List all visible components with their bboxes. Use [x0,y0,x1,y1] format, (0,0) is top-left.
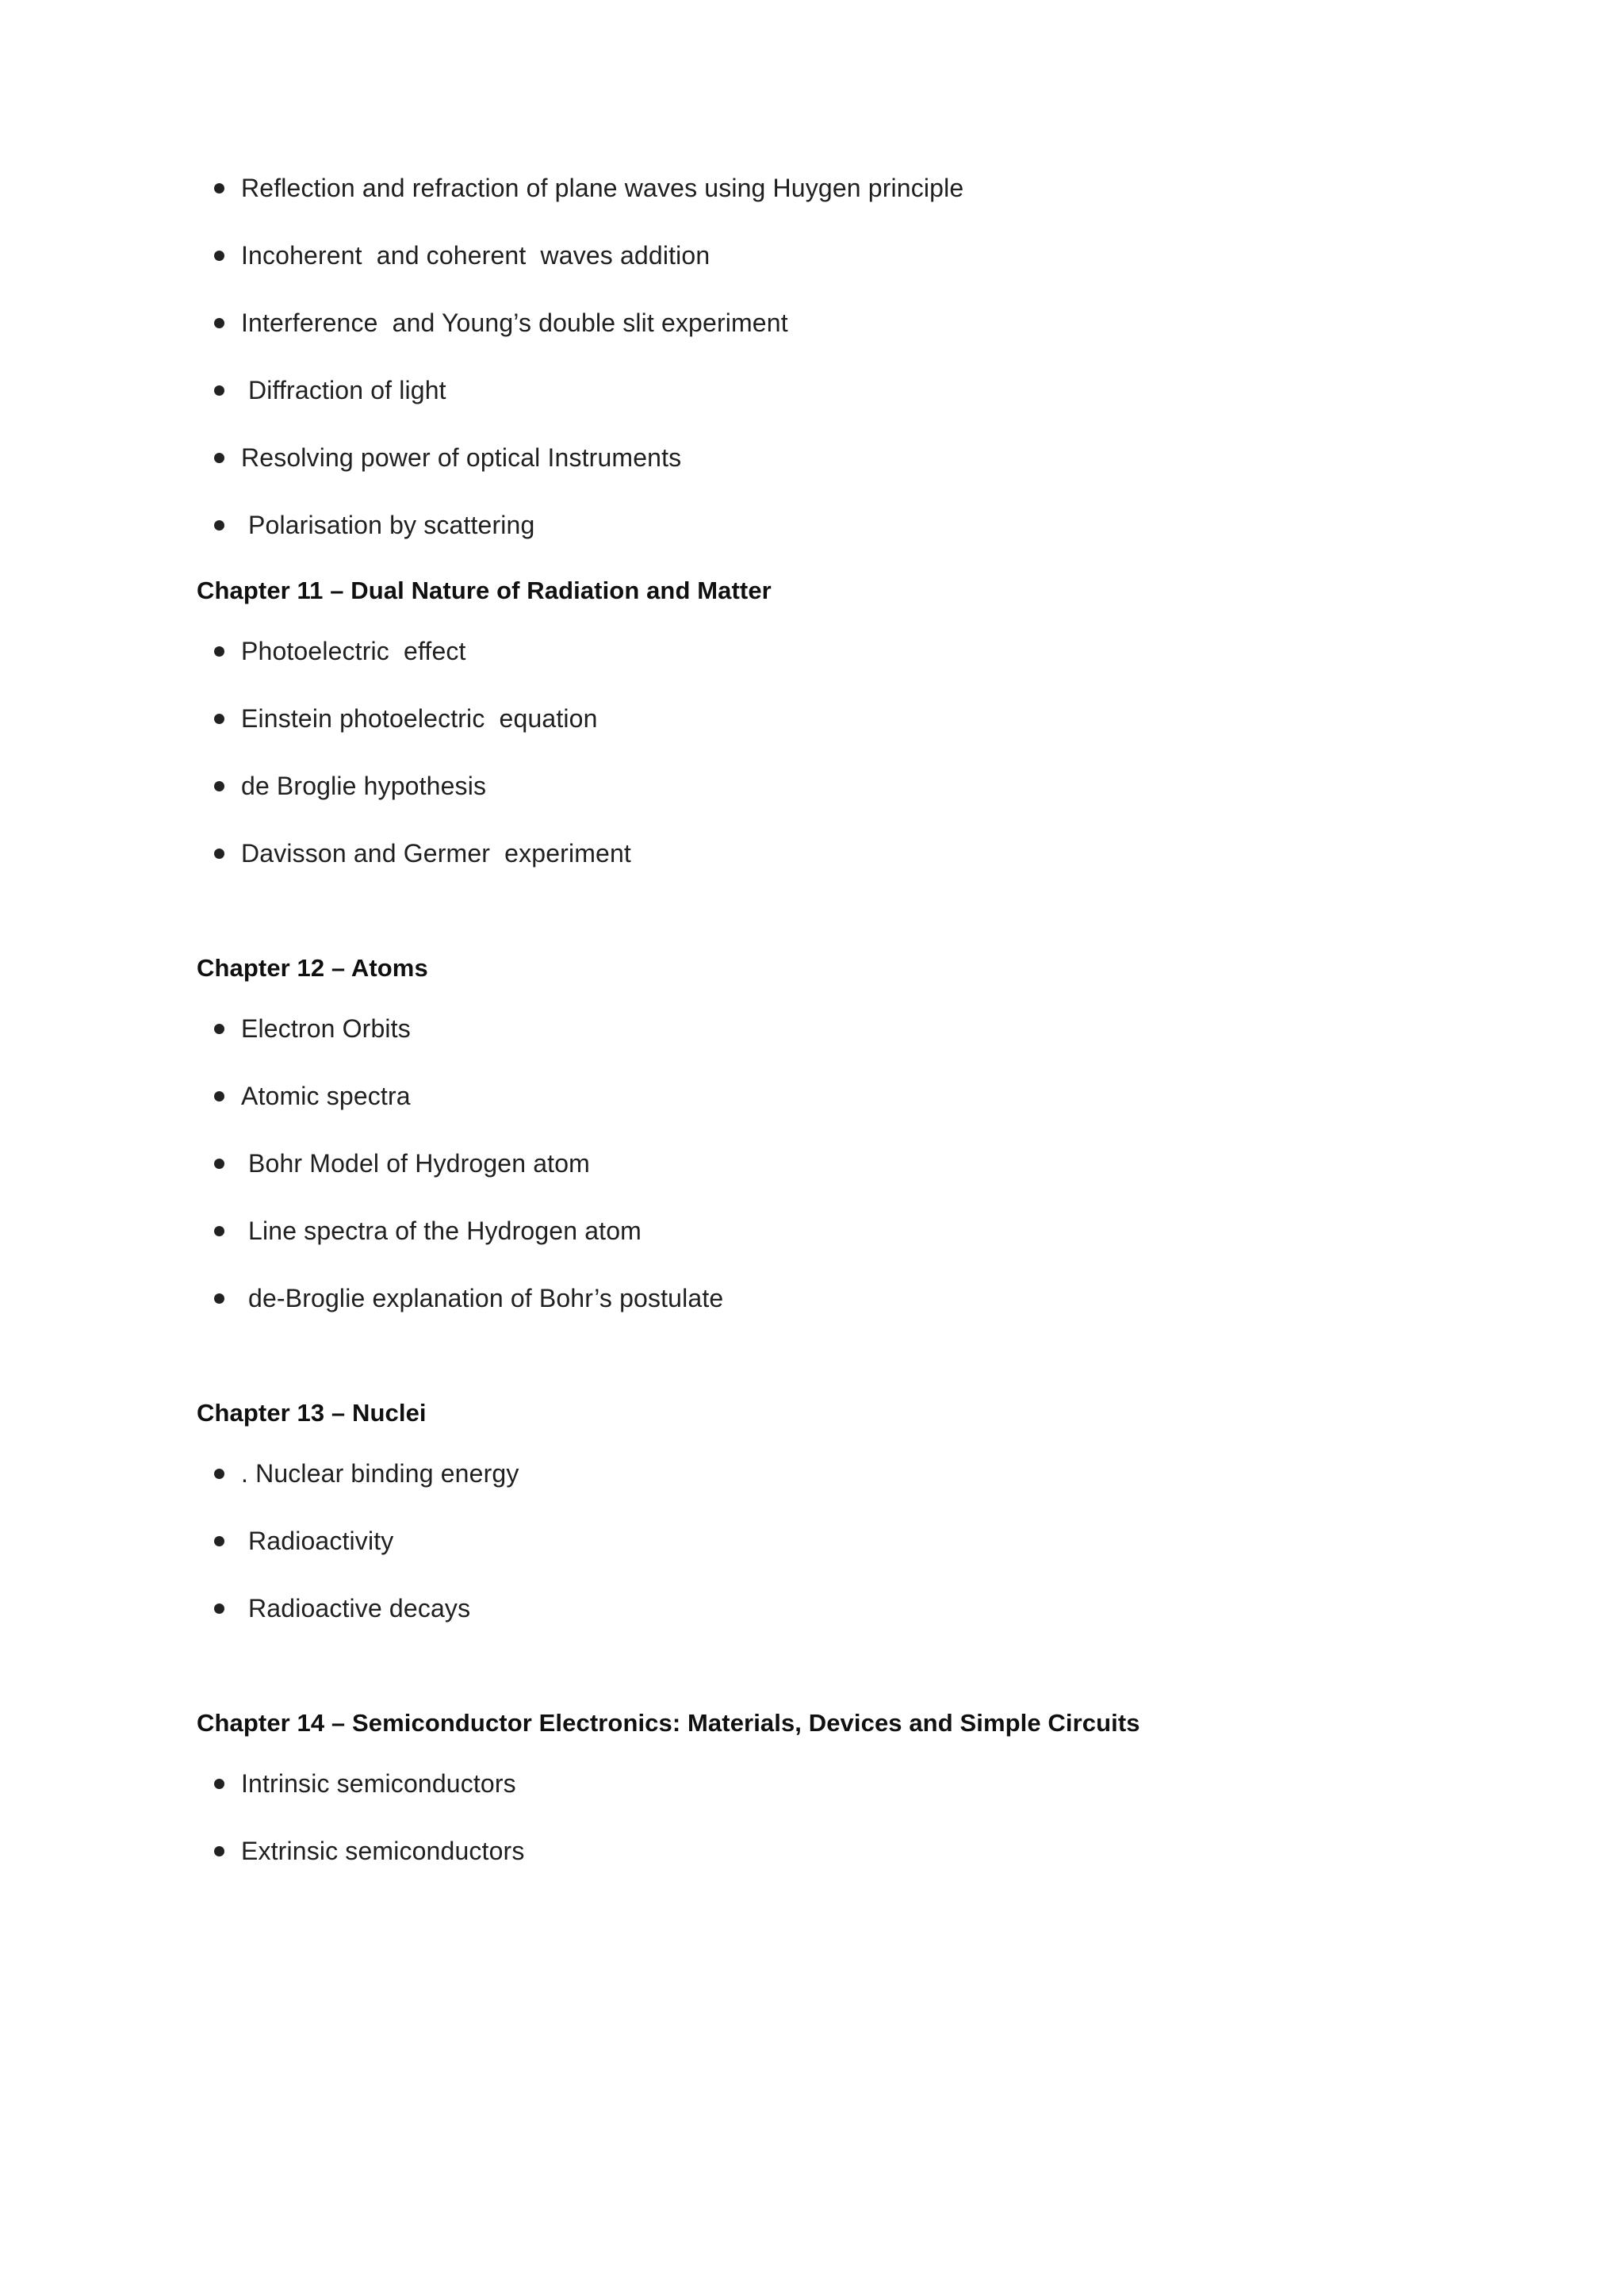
list-item [197,303,1426,343]
chapter-heading: Chapter 14 – Semiconductor Electronics: Materials, Devices and Simple Circuits [197,1709,1140,1737]
list-item-label: Photoelectric effect [241,637,466,665]
chapter-group-11 [197,573,1426,873]
bullet-dot-icon [197,1009,241,1048]
chapter-heading: Chapter 11 – Dual Nature of Radiation and Matter [197,577,772,604]
list-item [197,438,1426,477]
chapter-heading: Chapter 12 – Atoms [197,954,428,982]
list-item-label: Radioactivity [241,1527,394,1555]
bullet-dot-icon [197,505,241,545]
list-item-label: Line spectra of the Hydrogen atom [241,1216,642,1245]
bullet-dot-icon [197,699,241,738]
section-spacer [197,901,1426,950]
bullet-dot-icon [197,1588,241,1628]
bullet-dot-icon [197,168,241,208]
list-item-label: Reflection and refraction of plane waves using Huygen principle [241,174,964,202]
list-item-label: Atomic spectra [241,1082,411,1110]
list-item [197,236,1426,275]
list-item-label: . Nuclear binding energy [241,1459,519,1488]
list-item [197,505,1426,545]
bullet-dot-icon [197,1831,241,1871]
list-item-label: Polarisation by scattering [241,511,535,539]
topic-list [197,1764,1426,1871]
section-spacer [197,1346,1426,1395]
bullet-dot-icon [197,236,241,275]
topic-list [197,1454,1426,1628]
list-item [197,168,1426,208]
list-item-label: Incoherent and coherent waves addition [241,241,710,270]
list-item-label: Bohr Model of Hydrogen atom [241,1149,590,1178]
bullet-dot-icon [197,631,241,671]
list-item [197,1144,1426,1183]
bullet-dot-icon [197,1278,241,1318]
list-item [197,1521,1426,1561]
list-item-label: Radioactive decays [241,1594,471,1623]
bullet-dot-icon [197,370,241,410]
list-item-label: Extrinsic semiconductors [241,1837,525,1865]
list-item [197,833,1426,873]
list-item-label: Davisson and Germer experiment [241,839,631,868]
list-item [197,1009,1426,1048]
list-item [197,699,1426,738]
bullet-dot-icon [197,1764,241,1803]
bullet-dot-icon [197,1211,241,1251]
list-item [197,1211,1426,1251]
list-item-label: Einstein photoelectric equation [241,704,598,733]
bullet-dot-icon [197,1521,241,1561]
bullet-dot-icon [197,1144,241,1183]
section-spacer [197,1656,1426,1705]
list-item-label: Electron Orbits [241,1014,411,1043]
list-item [197,1831,1426,1871]
list-item [197,370,1426,410]
chapter-group-12 [197,950,1426,1318]
list-item-label: de-Broglie explanation of Bohr’s postulate [241,1284,724,1312]
chapter-heading: Chapter 13 – Nuclei [197,1399,427,1427]
bullet-dot-icon [197,766,241,806]
list-item [197,631,1426,671]
list-item-label: de Broglie hypothesis [241,772,487,800]
list-item [197,1764,1426,1803]
bullet-dot-icon [197,1454,241,1493]
chapter-group-14 [197,1705,1426,1871]
list-item [197,1278,1426,1318]
bullet-dot-icon [197,1076,241,1116]
topic-list [197,1009,1426,1318]
topic-list [197,631,1426,873]
list-item-label: Diffraction of light [241,376,446,404]
bullet-dot-icon [197,303,241,343]
topic-list-wave-optics [197,168,1426,545]
chapter-group-13 [197,1395,1426,1628]
bullet-dot-icon [197,833,241,873]
list-item-label: Resolving power of optical Instruments [241,443,682,472]
list-item [197,1076,1426,1116]
list-item [197,1588,1426,1628]
list-item [197,1454,1426,1493]
list-item-label: Intrinsic semiconductors [241,1769,516,1798]
document-body [197,168,1426,1871]
bullet-dot-icon [197,438,241,477]
list-item [197,766,1426,806]
list-item-label: Interference and Young’s double slit experiment [241,308,788,337]
